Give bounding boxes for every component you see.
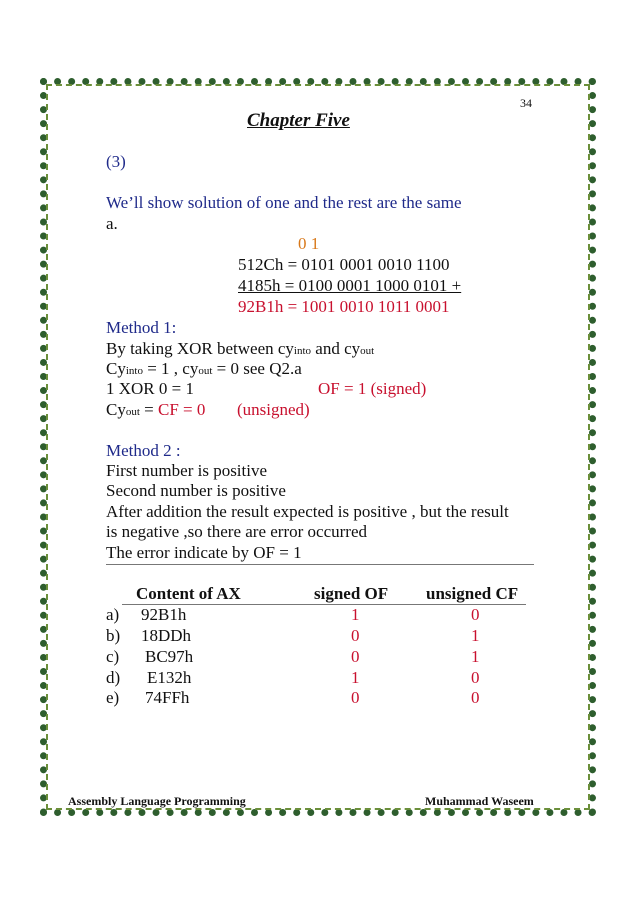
row-label: b): [106, 626, 121, 645]
subscript: into: [125, 365, 143, 377]
row-cf: 0: [471, 605, 480, 624]
text: Cy: [106, 400, 126, 419]
subscript: out: [125, 406, 140, 418]
subscript: into: [293, 345, 312, 357]
row-cf: 1: [471, 647, 480, 666]
method1-title: Method 1:: [106, 318, 177, 337]
row-label: e): [106, 688, 120, 707]
page-number: 34: [520, 96, 532, 110]
method2-line: Second number is positive: [106, 481, 286, 500]
addition-result: 92B1h = 1001 0010 1011 0001: [238, 297, 450, 316]
text: Cy: [106, 359, 126, 378]
row-of: 1: [351, 605, 360, 624]
addend-line-1: 512Ch = 0101 0001 0010 1100: [238, 255, 450, 274]
row-cf: 0: [471, 688, 480, 707]
intro-text: We’ll show solution of one and the rest are the same: [106, 193, 462, 212]
method2-line: is negative ,so there are error occurred: [106, 522, 368, 541]
subscript: out: [198, 365, 213, 377]
row-label: a): [106, 605, 120, 624]
table-header-cf: unsigned CF: [426, 584, 519, 603]
row-ax: 92B1h: [141, 605, 187, 624]
carry-bits: 0 1: [298, 234, 320, 253]
row-ax: BC97h: [145, 647, 194, 666]
method2-line: The error indicate by OF = 1: [106, 543, 302, 562]
row-ax: 18DDh: [141, 626, 192, 645]
method2-line: After addition the result expected is positive , but the result: [106, 502, 509, 521]
footer-left: Assembly Language Programming: [68, 794, 246, 808]
table-header-of: signed OF: [314, 584, 389, 603]
method2-line: First number is positive: [106, 461, 268, 480]
method1-line-4: [106, 400, 205, 420]
divider: [106, 564, 534, 565]
row-of: 0: [351, 647, 360, 666]
subscript: out: [360, 345, 375, 357]
text: =: [139, 400, 158, 419]
text: = 0 see Q2.a: [212, 359, 302, 378]
text: By taking XOR between cy: [106, 339, 294, 358]
cf-value: CF = 0: [158, 400, 206, 419]
row-label: d): [106, 668, 121, 687]
row-label: c): [106, 647, 120, 666]
method1-line-4-right: (unsigned): [237, 400, 310, 419]
text: and cy: [311, 339, 361, 358]
row-of: 0: [351, 626, 360, 645]
row-of: 1: [351, 668, 360, 687]
question-number: (3): [106, 152, 126, 171]
chapter-title: Chapter Five: [247, 110, 350, 131]
method1-line-2: [106, 359, 302, 379]
method2-title: Method 2 :: [106, 441, 181, 460]
method1-line-3-left: 1 XOR 0 = 1: [106, 379, 194, 398]
table-header-ax: Content of AX: [136, 584, 241, 603]
text: = 1 , cy: [142, 359, 199, 378]
row-cf: 1: [471, 626, 480, 645]
row-cf: 0: [471, 668, 480, 687]
part-label: a.: [106, 214, 118, 233]
method1-line-1: [106, 339, 374, 359]
footer-right: Muhammad Waseem: [425, 794, 534, 808]
addend-line-2: 4185h = 0100 0001 1000 0101 +: [238, 276, 462, 295]
row-ax: 74FFh: [145, 688, 190, 707]
row-of: 0: [351, 688, 360, 707]
row-ax: E132h: [147, 668, 192, 687]
method1-line-3-right: OF = 1 (signed): [318, 379, 427, 398]
